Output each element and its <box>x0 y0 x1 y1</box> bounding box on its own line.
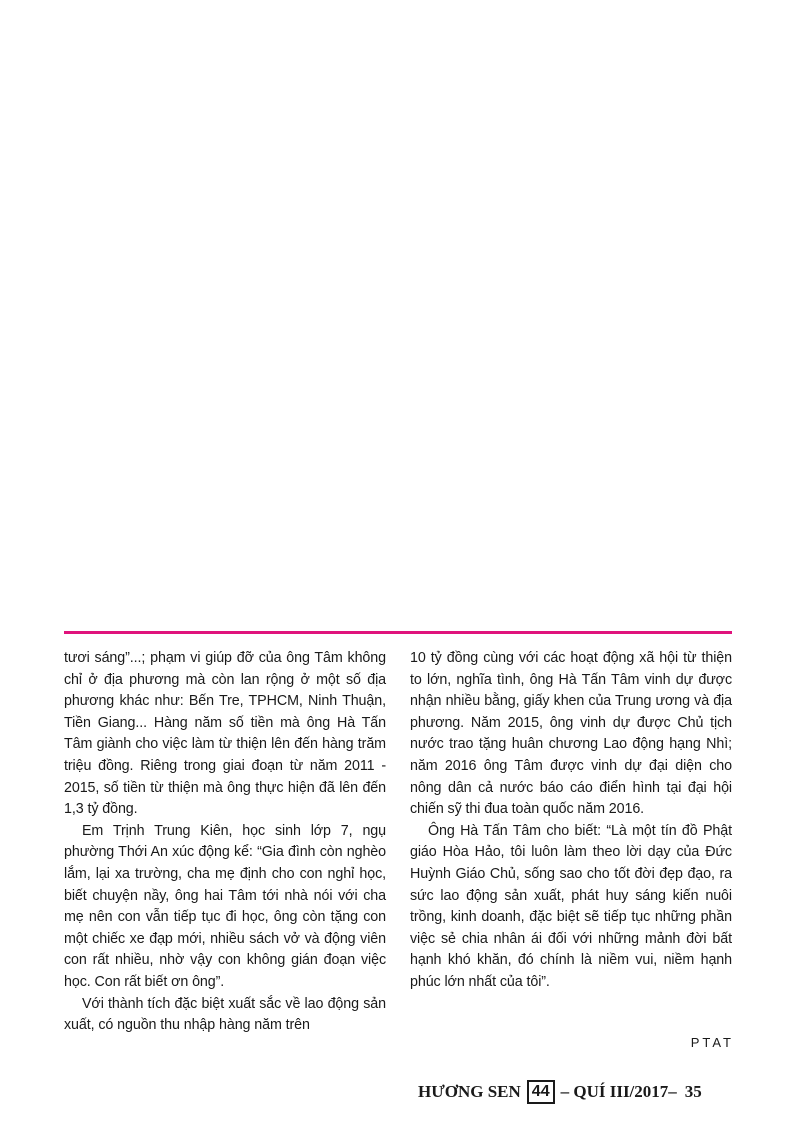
magazine-title: HƯƠNG SEN <box>418 1082 521 1101</box>
section-divider <box>64 631 732 634</box>
issue-number-box: 44 <box>527 1080 555 1104</box>
paragraph: Với thành tích đặc biệt xuất sắc về lao động sản xuất, có nguồn thu nhập hàng năm trên <box>64 995 386 1034</box>
page-footer <box>418 1078 738 1106</box>
paragraph: Ông Hà Tấn Tâm cho biết: “Là một tín đồ Phật giáo Hòa Hảo, tôi luôn làm theo lời dạy của Đức Huỳnh Giáo Chủ, sống sao cho tốt đời đẹp đạo, ra sức lao động sản xuất, phát huy sáng kiến nuôi trồng, kinh doanh, đặc biệt sẽ tiếp tục những phần việc sẻ chia nhân ái đối với những mảnh đời bất hạnh khó khăn, đó chính là niềm vui, niềm hạnh phúc lớn nhất của tôi”. <box>410 822 732 990</box>
paragraph: tươi sáng”...; phạm vi giúp đỡ của ông Tâm không chỉ ở địa phương mà còn lan rộng ở một số địa phương khác như: Bến Tre, TPHCM, Ninh Thuận, Tiền Giang... Hàng năm số tiền mà ông Hà Tấn Tâm giành cho việc làm từ thiện lên đến hàng trăm triệu đồng. Riêng trong giai đoạn từ năm 2011 - 2015, số tiền từ thiện mà ông thực hiện đã lên đến 1,3 tỷ đồng. <box>64 650 386 818</box>
paragraph: Em Trịnh Trung Kiên, học sinh lớp 7, ngụ phường Thới An xúc động kể: “Gia đình còn nghèo lắm, lại xa trường, cha mẹ định cho con nghỉ học, biết chuyện nầy, ông hai Tâm tới nhà nói với cha mẹ nên con vẫn tiếp tục đi học, ông còn tặng con một chiếc xe đạp mới, nhiều sách vở và động viên con rất nhiều, nhờ vậy con không gián đoạn việc học. Con rất biết ơn ông”. <box>64 822 386 990</box>
author-signature: PTAT <box>690 1035 734 1050</box>
paragraph: 10 tỷ đồng cùng với các hoạt động xã hội từ thiện to lớn, nghĩa tình, ông Hà Tấn Tâm vinh dự được nhận nhiều bằng, giấy khen của Trung ương và địa phương. Năm 2015, ông vinh dự được Chủ tịch nước trao tặng huân chương Lao động hạng Nhì; năm 2016 ông Tâm được vinh dự đại diện cho nông dân cả nước báo cáo điển hình tại đại hội chiến sỹ thi đua toàn quốc năm 2016. <box>410 650 732 818</box>
issue-period: – QUÍ III/2017– <box>560 1082 677 1101</box>
article-column-right <box>410 648 732 994</box>
article-column-left <box>64 648 386 1037</box>
page-number: 35 <box>684 1082 702 1101</box>
